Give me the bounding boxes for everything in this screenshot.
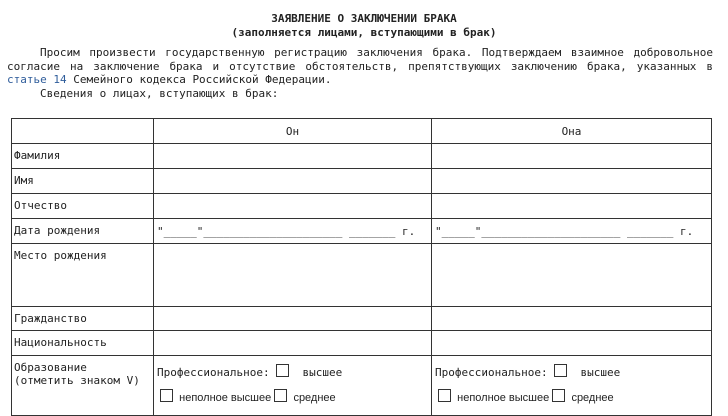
label-name: Имя [12, 169, 154, 194]
he-education-cell [154, 356, 432, 416]
label-education-line-2: (отметить знаком V) [14, 374, 140, 387]
she-citizenship-field[interactable] [432, 307, 712, 331]
she-education-line-2 [438, 389, 711, 404]
he-secondary-checkbox[interactable] [274, 389, 287, 402]
she-higher-label: высшее [580, 366, 621, 379]
he-professional-label: Профессиональное: [157, 366, 270, 379]
he-surname-field[interactable] [154, 144, 432, 169]
document-title-block [0, 12, 728, 40]
he-birth-date-field[interactable]: "_____"_____________________ _______ г. [154, 219, 432, 244]
she-secondary-checkbox[interactable] [552, 389, 565, 402]
she-nationality-field[interactable] [432, 331, 712, 356]
he-incomplete-higher-checkbox[interactable] [160, 389, 173, 402]
she-birth-place-field[interactable] [432, 244, 712, 307]
she-education-line-1 [435, 364, 711, 379]
row-birth-date [12, 219, 712, 244]
intro-line-3 [7, 73, 713, 87]
intro-line-4: Сведения о лицах, вступающих в брак: [40, 87, 279, 100]
she-education-cell [432, 356, 712, 416]
label-birth-place: Место рождения [12, 244, 154, 307]
row-education [12, 356, 712, 416]
he-higher-checkbox[interactable] [276, 364, 289, 377]
row-surname [12, 144, 712, 169]
she-secondary-label: среднее [571, 392, 614, 404]
row-name [12, 169, 712, 194]
intro-line-1: Просим произвести государственную регистрацию заключения брака. Подтверждаем взаимное добровольное [40, 46, 713, 59]
label-surname: Фамилия [12, 144, 154, 169]
row-citizenship [12, 307, 712, 331]
she-professional-label: Профессиональное: [435, 366, 548, 379]
label-education [12, 356, 154, 416]
row-birth-place [12, 244, 712, 307]
column-she: Она [432, 119, 712, 144]
she-surname-field[interactable] [432, 144, 712, 169]
label-education-line-1: Образование [14, 361, 87, 374]
he-nationality-field[interactable] [154, 331, 432, 356]
column-he: Он [154, 119, 432, 144]
table-header-row [12, 119, 712, 144]
he-birth-place-field[interactable] [154, 244, 432, 307]
she-birth-date-field[interactable]: "_____"_____________________ _______ г. [432, 219, 712, 244]
label-nationality: Национальность [12, 331, 154, 356]
spouse-info-table [11, 118, 712, 416]
label-patronymic: Отчество [12, 194, 154, 219]
she-name-field[interactable] [432, 169, 712, 194]
he-education-line-1 [157, 364, 431, 379]
label-citizenship: Гражданство [12, 307, 154, 331]
he-patronymic-field[interactable] [154, 194, 432, 219]
he-higher-label: высшее [302, 366, 343, 379]
he-incomplete-higher-label: неполное высшее [179, 392, 272, 404]
she-incomplete-higher-checkbox[interactable] [438, 389, 451, 402]
she-patronymic-field[interactable] [432, 194, 712, 219]
header-empty-cell [12, 119, 154, 144]
intro-line-3-rest: Семейного кодекса Российской Федерации. [66, 73, 332, 86]
he-secondary-label: среднее [293, 392, 336, 404]
he-education-line-2 [160, 389, 431, 404]
row-nationality [12, 331, 712, 356]
document-title: ЗАЯВЛЕНИЕ О ЗАКЛЮЧЕНИИ БРАКА [271, 12, 457, 25]
he-name-field[interactable] [154, 169, 432, 194]
she-incomplete-higher-label: неполное высшее [457, 392, 550, 404]
row-patronymic [12, 194, 712, 219]
she-higher-checkbox[interactable] [554, 364, 567, 377]
he-citizenship-field[interactable] [154, 307, 432, 331]
family-code-article-14-link[interactable]: статье 14 [7, 73, 67, 86]
label-birth-date: Дата рождения [12, 219, 154, 244]
intro-line-2: согласие на заключение брака и отсутствие обстоятельств, препятствующих заключению брака, указанных в [7, 60, 713, 73]
document-subtitle: (заполняется лицами, вступающими в брак) [231, 26, 497, 39]
